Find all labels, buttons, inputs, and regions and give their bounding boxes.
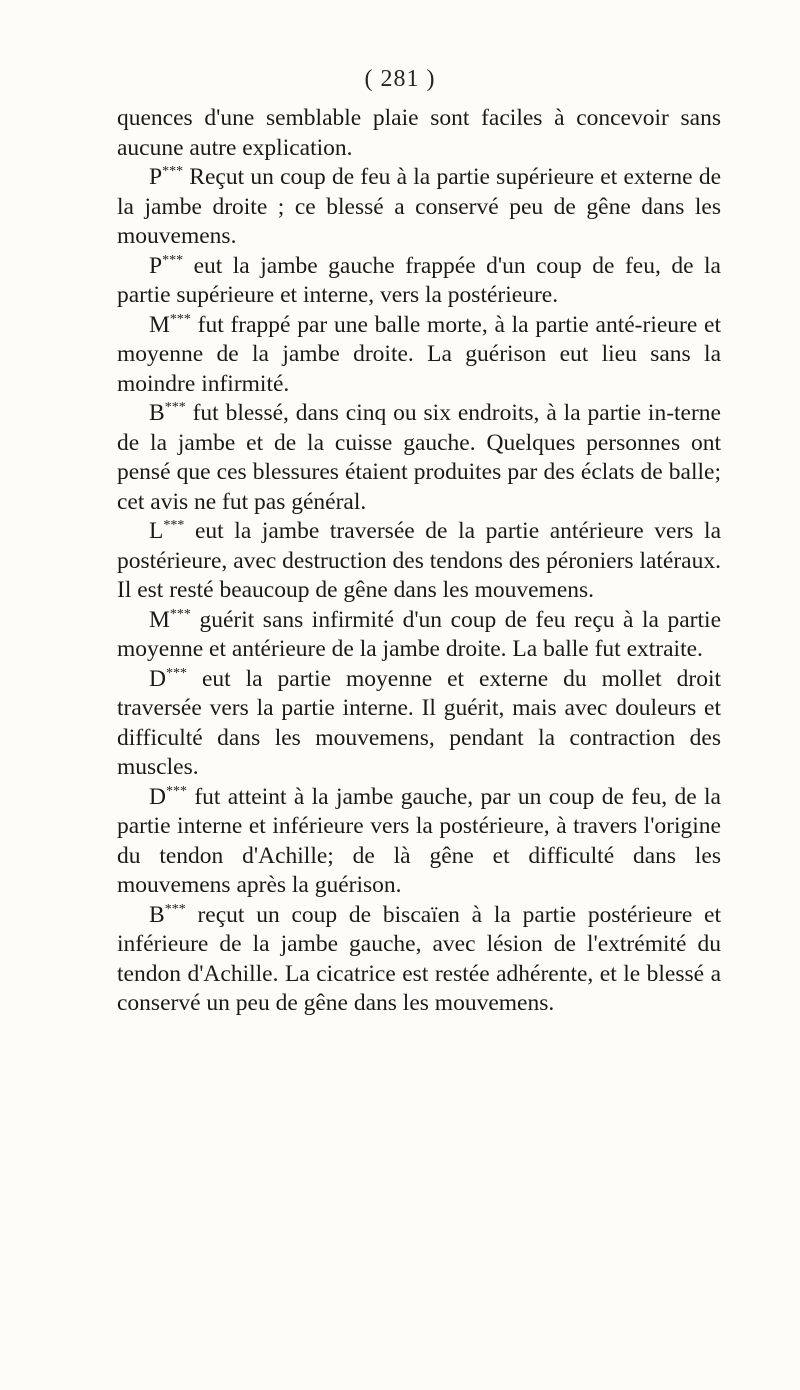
paragraph-case <box>117 517 721 606</box>
asterisks: *** <box>162 164 184 180</box>
paragraph-case <box>117 163 721 252</box>
asterisks: *** <box>169 606 191 622</box>
paragraph-text: quences d'une semblable plaie sont faciles à concevoir sans aucune autre explication. <box>117 105 721 161</box>
patient-initial: P*** <box>149 164 184 190</box>
paragraph-case <box>117 665 721 783</box>
asterisks: *** <box>165 665 187 681</box>
paragraph-case <box>117 901 721 1019</box>
paragraph-text: fut atteint à la jambe gauche, par un coup de feu, de la partie interne et inférieure vers la postérieure, à travers l'origine du tendon d'Achille; de là gêne et difficulté dans les mouvemens après la guérison. <box>117 783 721 898</box>
patient-initial: M*** <box>149 311 191 338</box>
patient-initial: B*** <box>149 901 186 928</box>
patient-initial: D*** <box>149 783 187 810</box>
page-number: ( 281 ) <box>364 66 436 92</box>
patient-initial: L*** <box>149 518 185 544</box>
paragraph-case <box>117 783 721 901</box>
patient-initial: M*** <box>149 606 191 633</box>
asterisks: *** <box>164 400 186 416</box>
asterisks: *** <box>169 311 191 327</box>
paragraph-text: reçut un coup de biscaïen à la partie postérieure et inférieure de la jambe gauche, avec lésion de l'extrémité du tendon d'Achille. La cicatrice est restée adhérente, et le blessé a conservé un peu de gêne dans les mouvemens. <box>117 901 721 1016</box>
paragraph-case <box>117 252 721 311</box>
asterisks: *** <box>165 783 187 799</box>
paragraph-text: eut la partie moyenne et externe du mollet droit traversée vers la partie interne. Il guérit, mais avec douleurs et difficulté dans les mouvemens, pendant la contraction des muscles. <box>117 665 721 780</box>
patient-initial: B*** <box>149 400 186 426</box>
paragraph-case <box>117 399 721 517</box>
patient-initial: P*** <box>149 252 184 279</box>
asterisks: *** <box>163 518 185 534</box>
paragraph-text: eut la jambe traversée de la partie antérieure vers la postérieure, avec destruction des tendons des péroniers latéraux. Il est resté beaucoup de gêne dans les mouvemens. <box>117 518 721 603</box>
paragraph-text: fut frappé par une balle morte, à la partie anté-rieure et moyenne de la jambe droite. La guérison eut lieu sans la moindre infirmité. <box>117 311 721 397</box>
patient-initial: D*** <box>149 665 187 692</box>
paragraph-continuation <box>117 104 721 163</box>
paragraph-text: fut blessé, dans cinq ou six endroits, à la partie in-terne de la jambe et de la cuisse gauche. Quelques personnes ont pensé que ces blessures étaient produites par des éclats de balle; cet avis ne fut pas général. <box>117 400 721 515</box>
paragraph-text: eut la jambe gauche frappée d'un coup de feu, de la partie supérieure et interne, vers la postérieure. <box>117 252 721 308</box>
body-text <box>117 104 721 1019</box>
paragraph-text: guérit sans infirmité d'un coup de feu reçu à la partie moyenne et antérieure de la jambe droite. La balle fut extraite. <box>117 606 721 662</box>
asterisks: *** <box>164 901 186 917</box>
paragraph-case <box>117 311 721 400</box>
asterisks: *** <box>162 252 184 268</box>
paragraph-text: Reçut un coup de feu à la partie supérieure et externe de la jambe droite ; ce blessé a conservé peu de gêne dans les mouvemens. <box>117 164 721 249</box>
paragraph-case <box>117 606 721 665</box>
